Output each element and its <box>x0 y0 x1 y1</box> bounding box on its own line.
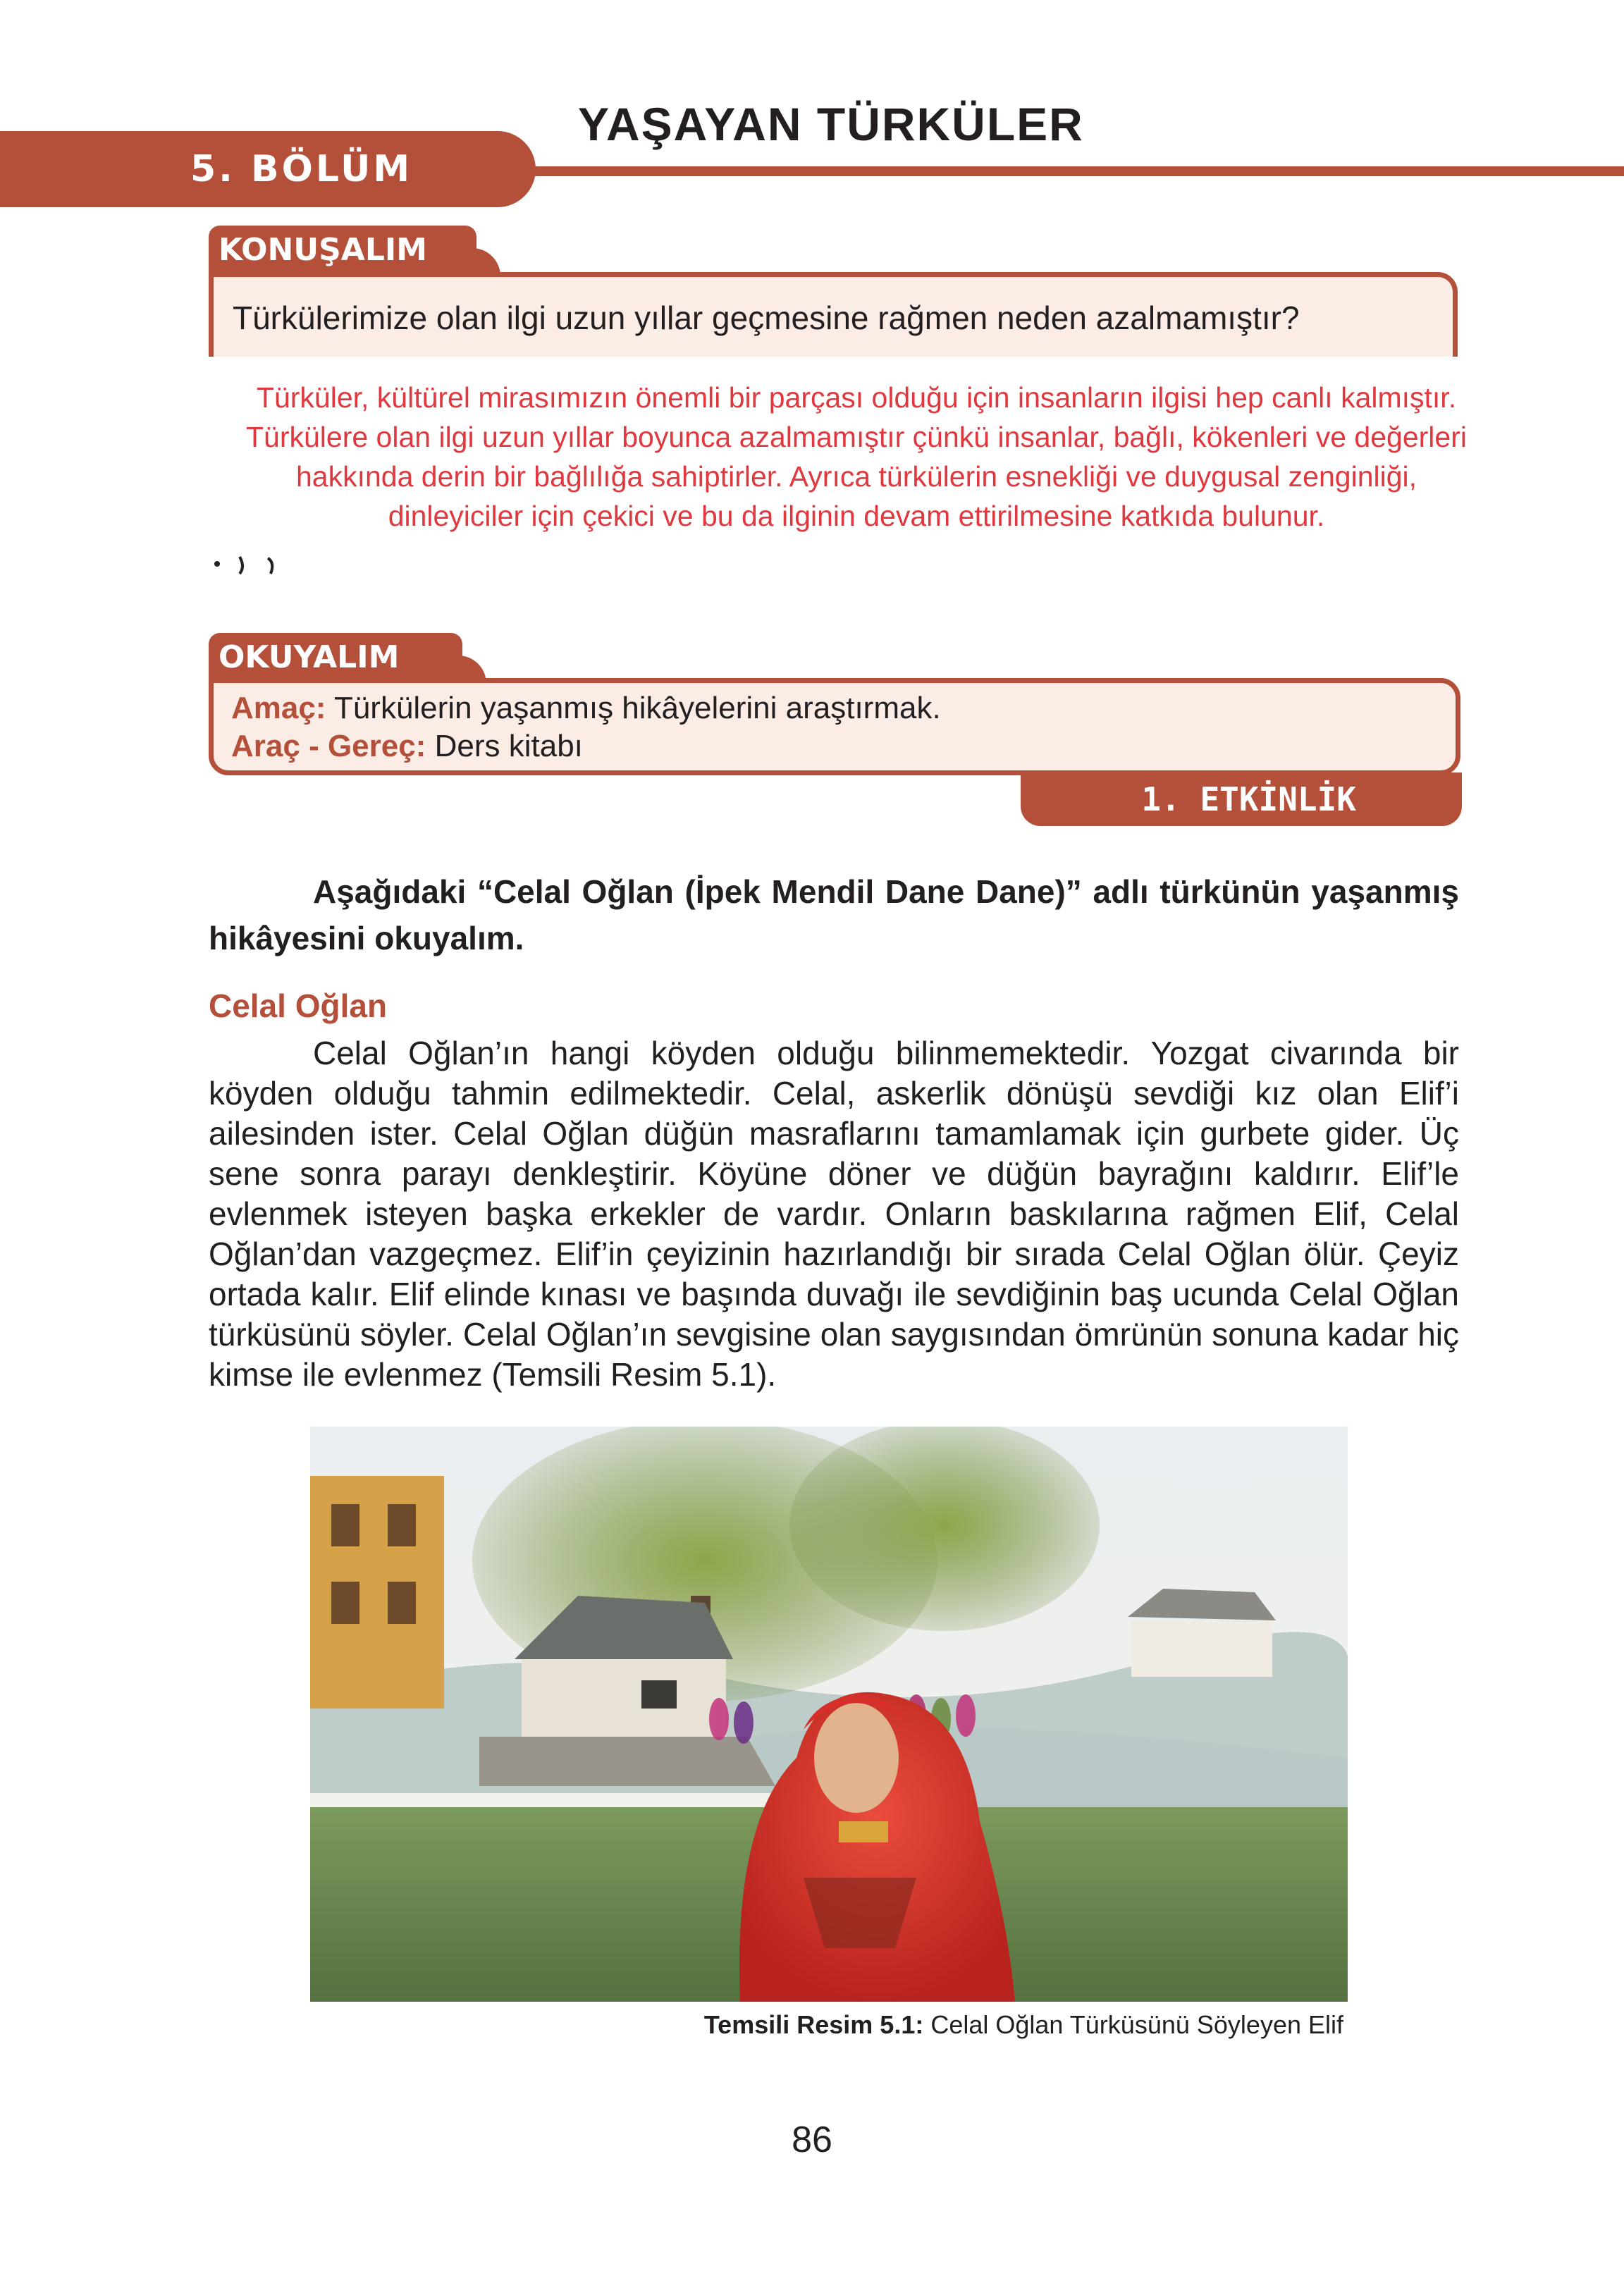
arac-value: Ders kitabı <box>434 729 583 763</box>
activity-intro: Aşağıdaki “Celal Oğlan (İpek Mendil Dane Dane)” adlı türkünün yaşanmış hikâyesini okuyalım. <box>209 873 1459 956</box>
answer-line: dinleyiciler için çekici ve bu da ilginin devam ettirilmesine katkıda bulunur. <box>388 500 1325 532</box>
chapter-label: 5. BÖLÜM <box>190 148 413 190</box>
stray-pen-marks <box>211 550 310 578</box>
page-number: 86 <box>792 2119 832 2160</box>
illustration-painting <box>310 1427 1348 2002</box>
answer-line: Türkülere olan ilgi uzun yıllar boyunca azalmamıştır çünkü insanlar, bağlı, kökenleri ve değerleri <box>246 421 1467 453</box>
arac-label: Araç - Gereç: <box>231 729 426 763</box>
arac-row <box>231 729 583 764</box>
caption-label: Temsili Resim 5.1: <box>703 2010 924 2039</box>
konusalim-label: KONUŞALIM <box>209 226 476 276</box>
page-title: YAŞAYAN TÜRKÜLER <box>578 98 1084 150</box>
header-rule <box>522 166 1624 176</box>
amac-value: Türkülerin yaşanmış hikâyelerini araştırmak. <box>333 691 941 725</box>
figure-caption <box>310 2010 1343 2040</box>
answer-line: Türküler, kültürel mirasımızın önemli bir parçası olduğu için insanların ilgisi hep canlı kalmıştır. <box>256 381 1457 414</box>
okuyalim-label: OKUYALIM <box>209 633 462 684</box>
story-body: Celal Oğlan’ın hangi köyden olduğu bilinmemektedir. Yozgat civarında bir köyden olduğu tahmin edilmektedir. Celal, askerlik dönüşü sevdiği kız olan Elif’i ailesinden ister. Celal Oğlan düğün masraflarını tamamlamak için gurbete gider. Üç sene sonra parayı denkleştirir. Köyüne döner ve düğün bayrağını kaldırır. Elif’le evlenmek isteyen başka erkekler de vardır. Onların baskılarına rağmen Elif, Celal Oğlan’dan vazgeçmez. Elif’in çeyizinin hazırlandığı bir sırada Celal Oğlan ölür. Çeyiz ortada kalır. Elif elinde kınası ve başında duvağı ile sevdiğinin baş ucunda Celal Oğlan türküsünü söyler. Celal Oğlan’ın sevgisine olan saygısından ömrünün sonuna kadar hiç kimse ile evlenmez (Temsili Resim 5.1). <box>209 1035 1459 1393</box>
caption-text: Celal Oğlan Türküsünü Söyleyen Elif <box>930 2010 1343 2039</box>
amac-label: Amaç: <box>231 691 326 725</box>
answer-block <box>155 378 1558 536</box>
story-title: Celal Oğlan <box>209 987 388 1024</box>
activity-label: 1. ETKİNLİK <box>1021 772 1462 826</box>
konusalim-question: Türkülerimize olan ilgi uzun yıllar geçmesine rağmen neden azalmamıştır? <box>233 300 1300 336</box>
answer-line: hakkında derin bir bağlılığa sahiptirler. Ayrıca türkülerin esnekliği ve duygusal zenginliği, <box>295 460 1417 493</box>
amac-row <box>231 691 941 726</box>
